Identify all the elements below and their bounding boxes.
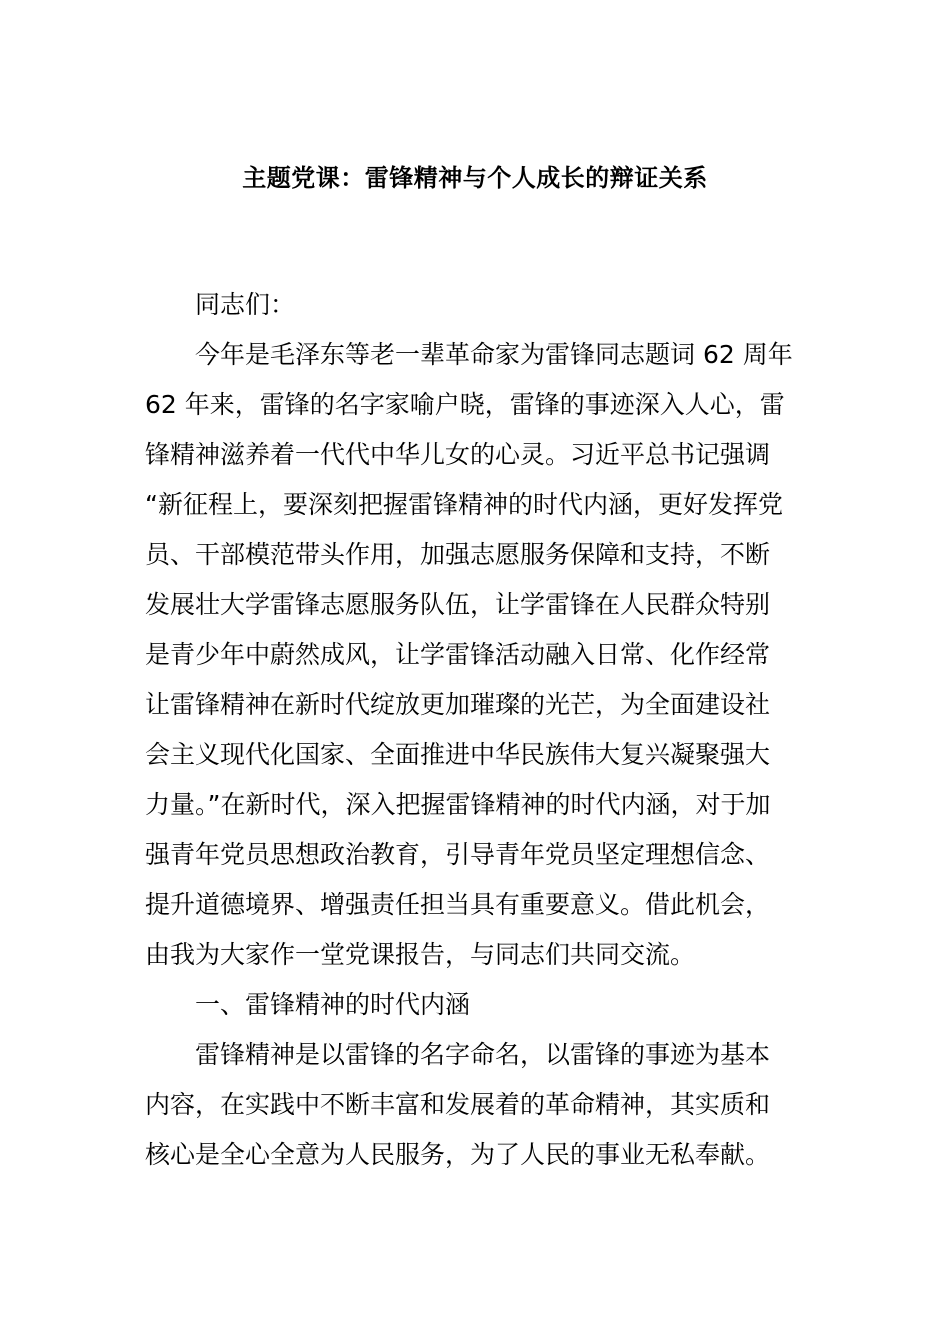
document-title: 主题党课：雷锋精神与个人成长的辩证关系 (242, 164, 708, 192)
paragraph-line: 内容，在实践中不断丰富和发展着的革命精神，其实质和 (145, 1090, 771, 1119)
paragraph-line: 雷锋精神是以雷锋的名字命名，以雷锋的事迹为基本 (195, 1040, 771, 1069)
section-heading: 一、雷锋精神的时代内涵 (195, 990, 471, 1019)
paragraph-line: 发展壮大学雷锋志愿服务队伍，让学雷锋在人民群众特别 (145, 590, 771, 619)
paragraph-line: 提升道德境界、增强责任担当具有重要意义。借此机会， (145, 890, 771, 919)
paragraph-line: 让雷锋精神在新时代绽放更加璀璨的光芒，为全面建设社 (145, 690, 771, 719)
paragraph-line: 员、干部模范带头作用，加强志愿服务保障和支持，不断 (145, 540, 771, 569)
paragraph-line: 力量。”在新时代，深入把握雷锋精神的时代内涵，对于加 (145, 790, 771, 819)
paragraph-line: 强青年党员思想政治教育，引导青年党员坚定理想信念、 (145, 840, 771, 869)
paragraph-line: 是青少年中蔚然成风，让学雷锋活动融入日常、化作经常 (145, 640, 771, 669)
paragraph-line: “新征程上，要深刻把握雷锋精神的时代内涵，更好发挥党 (145, 490, 783, 519)
paragraph-line: 由我为大家作一堂党课报告，与同志们共同交流。 (145, 940, 696, 969)
paragraph-line: 今年是毛泽东等老一辈革命家为雷锋同志题词 62 周年 (195, 340, 793, 369)
paragraph-line: 锋精神滋养着一代代中华儿女的心灵。习近平总书记强调 (145, 440, 771, 469)
paragraph-line: 62 年来，雷锋的名字家喻户晓，雷锋的事迹深入人心，雷 (145, 390, 785, 419)
paragraph-line: 核心是全心全意为人民服务，为了人民的事业无私奉献。 (145, 1140, 771, 1169)
salutation-line: 同志们： (195, 290, 296, 319)
paragraph-line: 会主义现代化国家、全面推进中华民族伟大复兴凝聚强大 (145, 740, 771, 769)
document-body (145, 280, 805, 1180)
